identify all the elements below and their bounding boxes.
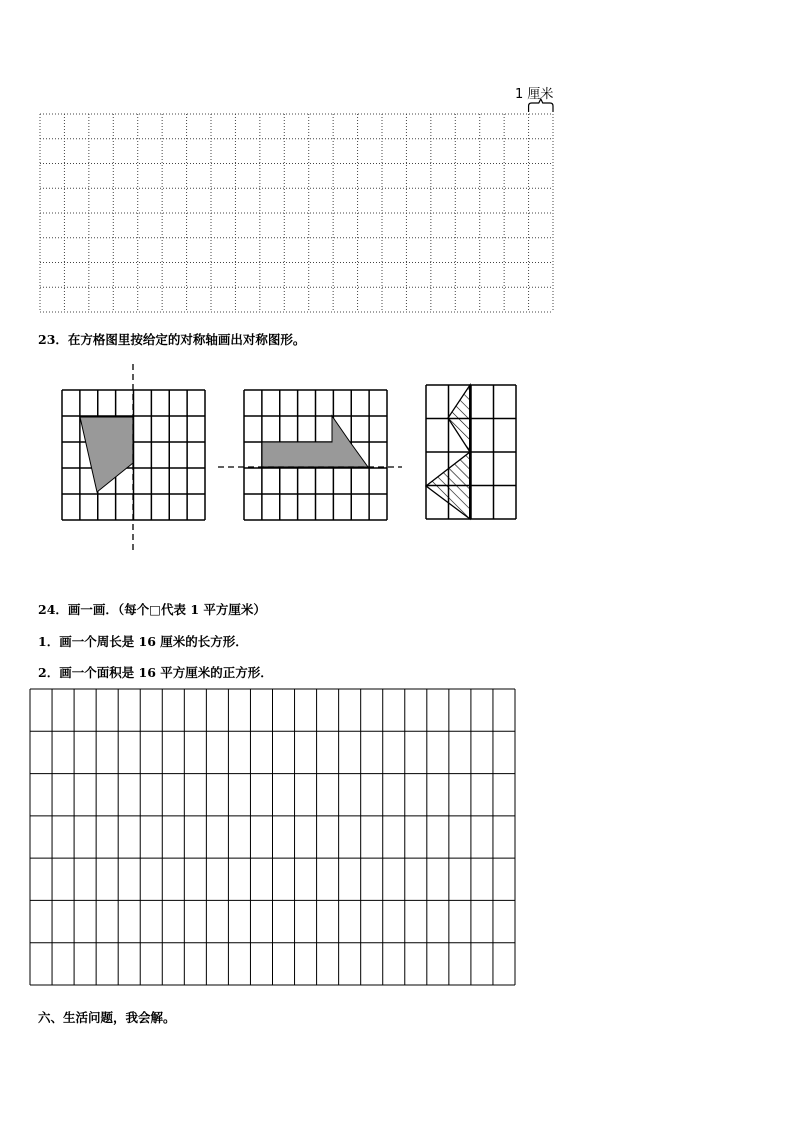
- q24-item-2: 2．画一个面积是 16 平方厘米的正方形．: [38, 665, 273, 680]
- q23-number: 23．: [38, 332, 68, 347]
- scale-label: 1 厘米: [515, 87, 554, 102]
- section-6-heading: 六、生活问题，我会解。: [38, 1010, 176, 1025]
- q24-item-1: 1．画一个周长是 16 厘米的长方形．: [38, 634, 248, 649]
- q23-text: 在方格图里按给定的对称轴画出对称图形。: [67, 332, 306, 347]
- q24-text: 画一画．（每个□代表 1 平方厘米）: [67, 602, 266, 617]
- q24-number: 24．: [38, 602, 68, 617]
